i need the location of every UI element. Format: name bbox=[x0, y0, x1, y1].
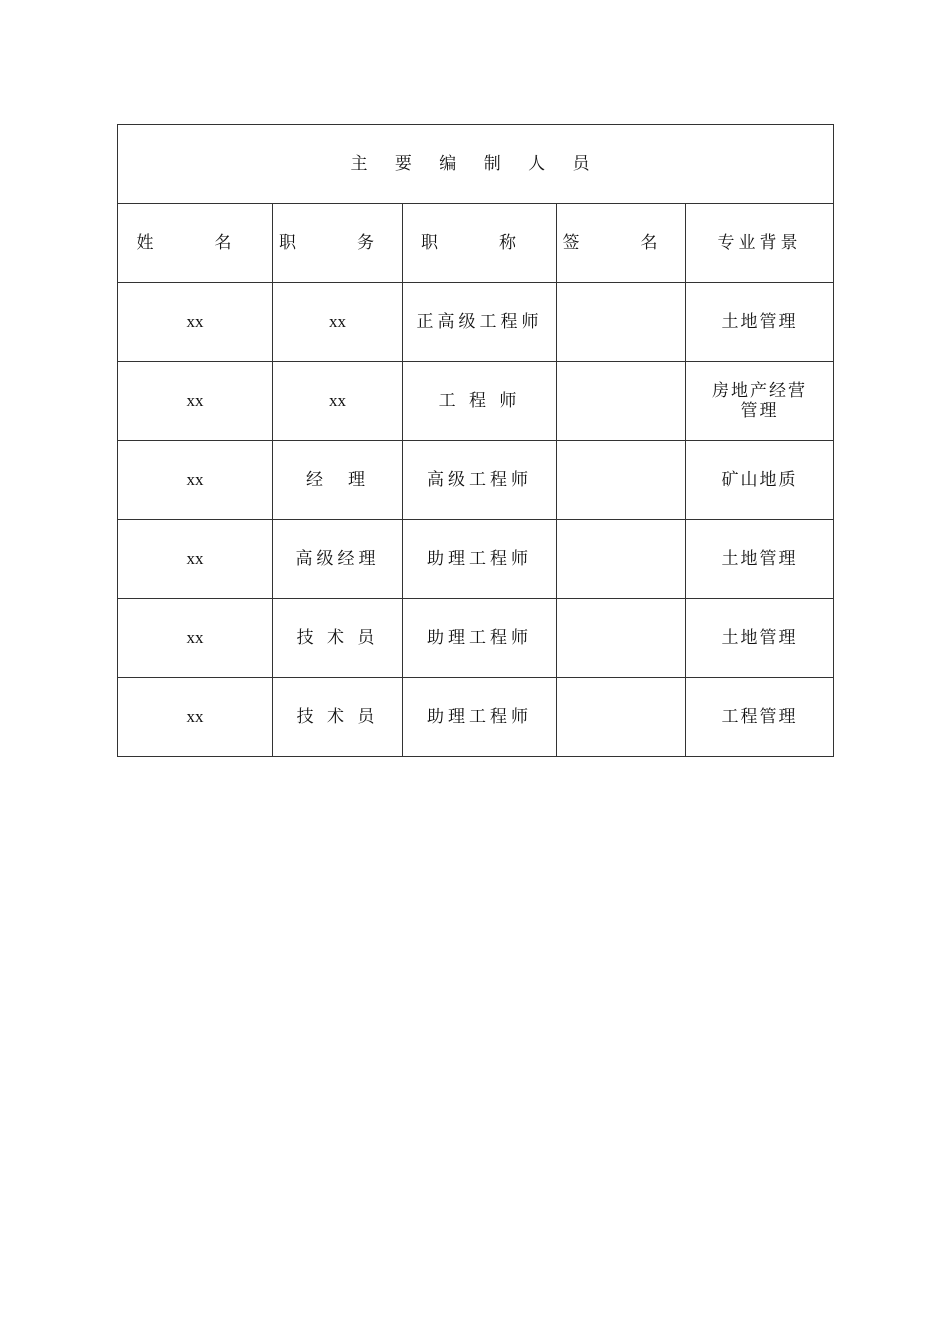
cell-signature[interactable] bbox=[557, 441, 686, 520]
table-row bbox=[118, 441, 834, 520]
table-row bbox=[118, 283, 834, 362]
table-row bbox=[118, 362, 834, 441]
cell-name: xx bbox=[118, 362, 273, 441]
cell-background: 工程管理 bbox=[686, 678, 834, 757]
cell-name: xx bbox=[118, 678, 273, 757]
cell-signature[interactable] bbox=[557, 283, 686, 362]
cell-title: 助理工程师 bbox=[403, 599, 557, 678]
table-title: 主 要 编 制 人 员 bbox=[118, 125, 834, 204]
cell-signature[interactable] bbox=[557, 599, 686, 678]
cell-signature[interactable] bbox=[557, 678, 686, 757]
cell-background: 房地产经营管理 bbox=[686, 362, 834, 441]
cell-signature[interactable] bbox=[557, 520, 686, 599]
cell-position: 技 术 员 bbox=[273, 678, 403, 757]
table-row bbox=[118, 520, 834, 599]
table-row bbox=[118, 599, 834, 678]
table-title-row bbox=[118, 125, 834, 204]
cell-name: xx bbox=[118, 599, 273, 678]
cell-name: xx bbox=[118, 283, 273, 362]
cell-background: 矿山地质 bbox=[686, 441, 834, 520]
header-position: 职 务 bbox=[273, 204, 403, 283]
cell-title: 高级工程师 bbox=[403, 441, 557, 520]
cell-title: 助理工程师 bbox=[403, 520, 557, 599]
cell-position: 技 术 员 bbox=[273, 599, 403, 678]
cell-position: 经 理 bbox=[273, 441, 403, 520]
cell-position: xx bbox=[273, 362, 403, 441]
cell-signature[interactable] bbox=[557, 362, 686, 441]
cell-name: xx bbox=[118, 520, 273, 599]
cell-background: 土地管理 bbox=[686, 520, 834, 599]
staff-table bbox=[117, 124, 834, 757]
cell-background: 土地管理 bbox=[686, 599, 834, 678]
header-background: 专业背景 bbox=[686, 204, 834, 283]
cell-title: 助理工程师 bbox=[403, 678, 557, 757]
table-row bbox=[118, 678, 834, 757]
cell-position: 高级经理 bbox=[273, 520, 403, 599]
header-signature: 签 名 bbox=[557, 204, 686, 283]
table-header-row bbox=[118, 204, 834, 283]
header-title: 职 称 bbox=[403, 204, 557, 283]
cell-title: 正高级工程师 bbox=[403, 283, 557, 362]
cell-name: xx bbox=[118, 441, 273, 520]
cell-position: xx bbox=[273, 283, 403, 362]
header-name: 姓 名 bbox=[118, 204, 273, 283]
cell-background: 土地管理 bbox=[686, 283, 834, 362]
cell-title: 工 程 师 bbox=[403, 362, 557, 441]
